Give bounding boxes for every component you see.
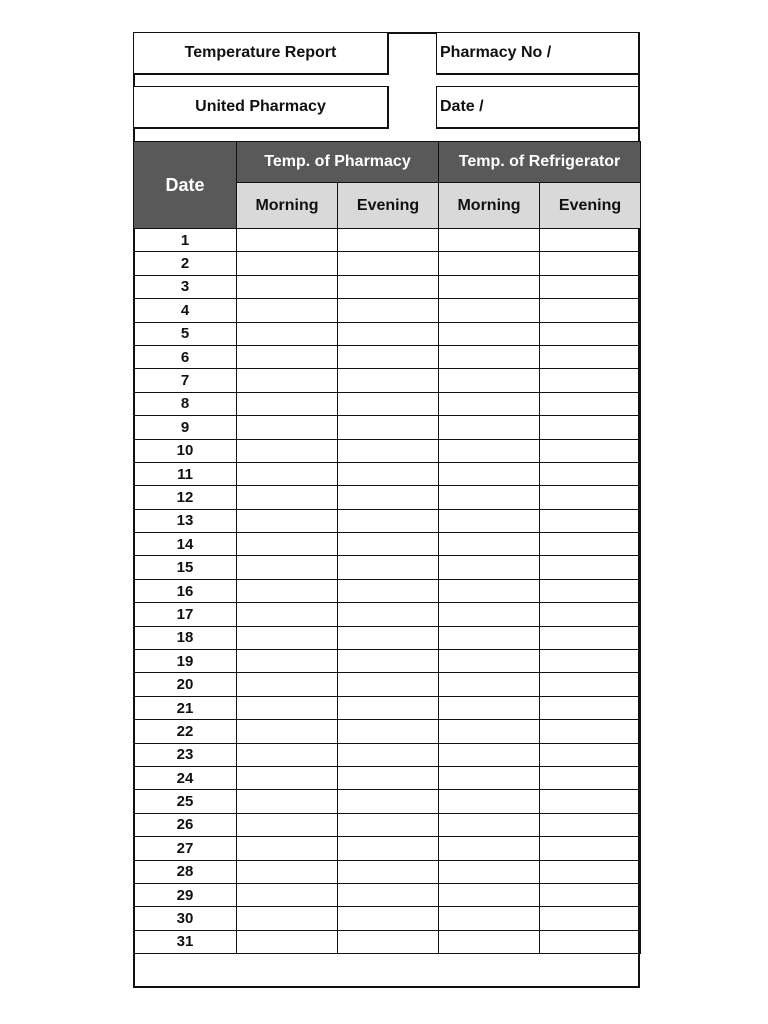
day-number-cell: 20 bbox=[134, 673, 237, 696]
day-number-cell: 10 bbox=[134, 439, 237, 462]
table-row bbox=[134, 603, 641, 626]
refrigerator-evening-cell[interactable] bbox=[540, 603, 641, 626]
pharmacy-morning-cell[interactable] bbox=[237, 416, 338, 439]
pharmacy-evening-cell[interactable] bbox=[338, 369, 439, 392]
refrigerator-evening-cell[interactable] bbox=[540, 883, 641, 906]
refrigerator-evening-cell[interactable] bbox=[540, 837, 641, 860]
pharmacy-evening-cell[interactable] bbox=[338, 930, 439, 953]
pharmacy-evening-cell[interactable] bbox=[338, 533, 439, 556]
pharmacy-evening-cell[interactable] bbox=[338, 392, 439, 415]
pharmacy-evening-cell[interactable] bbox=[338, 650, 439, 673]
pharmacy-evening-header: Evening bbox=[338, 183, 439, 229]
refrigerator-evening-cell[interactable] bbox=[540, 860, 641, 883]
refrigerator-evening-cell[interactable] bbox=[540, 626, 641, 649]
table-row bbox=[134, 533, 641, 556]
day-number-cell: 8 bbox=[134, 392, 237, 415]
pharmacy-evening-cell[interactable] bbox=[338, 439, 439, 462]
pharmacy-evening-cell[interactable] bbox=[338, 720, 439, 743]
refrigerator-evening-cell[interactable] bbox=[540, 486, 641, 509]
refrigerator-evening-cell[interactable] bbox=[540, 696, 641, 719]
pharmacy-morning-cell[interactable] bbox=[237, 229, 338, 252]
refrigerator-evening-header: Evening bbox=[540, 183, 641, 229]
pharmacy-morning-cell[interactable] bbox=[237, 930, 338, 953]
day-number-cell: 30 bbox=[134, 907, 237, 930]
pharmacy-evening-cell[interactable] bbox=[338, 626, 439, 649]
pharmacy-morning-cell[interactable] bbox=[237, 579, 338, 602]
pharmacy-morning-cell[interactable] bbox=[237, 837, 338, 860]
refrigerator-morning-cell[interactable] bbox=[439, 743, 540, 766]
day-number-cell: 19 bbox=[134, 650, 237, 673]
day-number-cell: 15 bbox=[134, 556, 237, 579]
pharmacy-evening-cell[interactable] bbox=[338, 556, 439, 579]
day-number-cell: 11 bbox=[134, 462, 237, 485]
refrigerator-morning-cell[interactable] bbox=[439, 322, 540, 345]
refrigerator-evening-cell[interactable] bbox=[540, 720, 641, 743]
date-label: Date / bbox=[440, 98, 484, 115]
refrigerator-morning-cell[interactable] bbox=[439, 883, 540, 906]
day-number-cell: 17 bbox=[134, 603, 237, 626]
table-row bbox=[134, 252, 641, 275]
pharmacy-morning-cell[interactable] bbox=[237, 345, 338, 368]
pharmacy-no-field[interactable] bbox=[436, 32, 640, 75]
refrigerator-morning-cell[interactable] bbox=[439, 533, 540, 556]
refrigerator-morning-cell[interactable] bbox=[439, 509, 540, 532]
pharmacy-no-label: Pharmacy No / bbox=[440, 44, 552, 61]
table-row bbox=[134, 345, 641, 368]
date-column-header: Date bbox=[134, 142, 237, 229]
pharmacy-name-box bbox=[133, 86, 389, 129]
table-row bbox=[134, 275, 641, 298]
pharmacy-morning-cell[interactable] bbox=[237, 883, 338, 906]
table-row bbox=[134, 579, 641, 602]
refrigerator-morning-cell[interactable] bbox=[439, 556, 540, 579]
table-row bbox=[134, 813, 641, 836]
pharmacy-evening-cell[interactable] bbox=[338, 462, 439, 485]
refrigerator-evening-cell[interactable] bbox=[540, 650, 641, 673]
refrigerator-morning-cell[interactable] bbox=[439, 416, 540, 439]
refrigerator-evening-cell[interactable] bbox=[540, 439, 641, 462]
refrigerator-morning-cell[interactable] bbox=[439, 790, 540, 813]
pharmacy-evening-cell[interactable] bbox=[338, 579, 439, 602]
table-row bbox=[134, 673, 641, 696]
day-number-cell: 1 bbox=[134, 229, 237, 252]
refrigerator-evening-cell[interactable] bbox=[540, 275, 641, 298]
refrigerator-evening-cell[interactable] bbox=[540, 229, 641, 252]
refrigerator-morning-cell[interactable] bbox=[439, 229, 540, 252]
refrigerator-evening-cell[interactable] bbox=[540, 907, 641, 930]
day-number-cell: 24 bbox=[134, 766, 237, 789]
day-number-cell: 23 bbox=[134, 743, 237, 766]
refrigerator-evening-cell[interactable] bbox=[540, 579, 641, 602]
pharmacy-morning-cell[interactable] bbox=[237, 696, 338, 719]
pharmacy-morning-cell[interactable] bbox=[237, 766, 338, 789]
pharmacy-morning-cell[interactable] bbox=[237, 790, 338, 813]
refrigerator-evening-cell[interactable] bbox=[540, 556, 641, 579]
pharmacy-evening-cell[interactable] bbox=[338, 743, 439, 766]
table-row bbox=[134, 626, 641, 649]
table-row bbox=[134, 509, 641, 532]
refrigerator-morning-cell[interactable] bbox=[439, 837, 540, 860]
report-title: Temperature Report bbox=[184, 44, 337, 61]
pharmacy-evening-cell[interactable] bbox=[338, 790, 439, 813]
table-row bbox=[134, 766, 641, 789]
pharmacy-evening-cell[interactable] bbox=[338, 509, 439, 532]
day-number-cell: 28 bbox=[134, 860, 237, 883]
table-row bbox=[134, 720, 641, 743]
day-number-cell: 5 bbox=[134, 322, 237, 345]
pharmacy-morning-cell[interactable] bbox=[237, 813, 338, 836]
pharmacy-evening-cell[interactable] bbox=[338, 252, 439, 275]
day-number-cell: 4 bbox=[134, 299, 237, 322]
refrigerator-morning-cell[interactable] bbox=[439, 299, 540, 322]
refrigerator-evening-cell[interactable] bbox=[540, 416, 641, 439]
pharmacy-morning-cell[interactable] bbox=[237, 509, 338, 532]
pharmacy-morning-cell[interactable] bbox=[237, 603, 338, 626]
day-number-cell: 29 bbox=[134, 883, 237, 906]
pharmacy-morning-cell[interactable] bbox=[237, 743, 338, 766]
day-number-cell: 16 bbox=[134, 579, 237, 602]
refrigerator-evening-cell[interactable] bbox=[540, 345, 641, 368]
table-row bbox=[134, 860, 641, 883]
day-number-cell: 12 bbox=[134, 486, 237, 509]
refrigerator-morning-cell[interactable] bbox=[439, 579, 540, 602]
refrigerator-evening-cell[interactable] bbox=[540, 930, 641, 953]
pharmacy-morning-cell[interactable] bbox=[237, 486, 338, 509]
refrigerator-morning-cell[interactable] bbox=[439, 930, 540, 953]
refrigerator-evening-cell[interactable] bbox=[540, 790, 641, 813]
pharmacy-evening-cell[interactable] bbox=[338, 696, 439, 719]
refrigerator-morning-cell[interactable] bbox=[439, 813, 540, 836]
pharmacy-morning-cell[interactable] bbox=[237, 626, 338, 649]
day-number-cell: 31 bbox=[134, 930, 237, 953]
refrigerator-evening-cell[interactable] bbox=[540, 766, 641, 789]
table-row bbox=[134, 696, 641, 719]
temperature-log-table bbox=[133, 141, 641, 954]
day-number-cell: 3 bbox=[134, 275, 237, 298]
refrigerator-morning-cell[interactable] bbox=[439, 673, 540, 696]
log-body bbox=[134, 229, 641, 954]
table-row bbox=[134, 883, 641, 906]
day-number-cell: 25 bbox=[134, 790, 237, 813]
pharmacy-name: United Pharmacy bbox=[195, 98, 326, 115]
table-row bbox=[134, 299, 641, 322]
day-number-cell: 21 bbox=[134, 696, 237, 719]
pharmacy-morning-cell[interactable] bbox=[237, 369, 338, 392]
pharmacy-morning-cell[interactable] bbox=[237, 720, 338, 743]
refrigerator-evening-cell[interactable] bbox=[540, 392, 641, 415]
pharmacy-morning-cell[interactable] bbox=[237, 533, 338, 556]
refrigerator-morning-cell[interactable] bbox=[439, 907, 540, 930]
refrigerator-morning-cell[interactable] bbox=[439, 860, 540, 883]
table-row bbox=[134, 930, 641, 953]
refrigerator-evening-cell[interactable] bbox=[540, 369, 641, 392]
refrigerator-morning-cell[interactable] bbox=[439, 462, 540, 485]
refrigerator-temp-group-header: Temp. of Refrigerator bbox=[439, 142, 641, 183]
refrigerator-morning-cell[interactable] bbox=[439, 650, 540, 673]
table-row bbox=[134, 650, 641, 673]
refrigerator-morning-cell[interactable] bbox=[439, 252, 540, 275]
table-row bbox=[134, 790, 641, 813]
refrigerator-morning-cell[interactable] bbox=[439, 275, 540, 298]
pharmacy-evening-cell[interactable] bbox=[338, 416, 439, 439]
table-row bbox=[134, 439, 641, 462]
refrigerator-morning-cell[interactable] bbox=[439, 345, 540, 368]
table-row bbox=[134, 907, 641, 930]
pharmacy-evening-cell[interactable] bbox=[338, 813, 439, 836]
pharmacy-morning-cell[interactable] bbox=[237, 860, 338, 883]
refrigerator-evening-cell[interactable] bbox=[540, 299, 641, 322]
report-title-box bbox=[133, 32, 389, 75]
pharmacy-evening-cell[interactable] bbox=[338, 837, 439, 860]
pharmacy-morning-cell[interactable] bbox=[237, 252, 338, 275]
pharmacy-morning-cell[interactable] bbox=[237, 907, 338, 930]
pharmacy-morning-cell[interactable] bbox=[237, 392, 338, 415]
table-row bbox=[134, 229, 641, 252]
refrigerator-morning-cell[interactable] bbox=[439, 603, 540, 626]
refrigerator-morning-header: Morning bbox=[439, 183, 540, 229]
refrigerator-evening-cell[interactable] bbox=[540, 322, 641, 345]
refrigerator-evening-cell[interactable] bbox=[540, 813, 641, 836]
pharmacy-morning-header: Morning bbox=[237, 183, 338, 229]
refrigerator-morning-cell[interactable] bbox=[439, 486, 540, 509]
pharmacy-evening-cell[interactable] bbox=[338, 299, 439, 322]
refrigerator-morning-cell[interactable] bbox=[439, 766, 540, 789]
pharmacy-evening-cell[interactable] bbox=[338, 603, 439, 626]
table-row bbox=[134, 369, 641, 392]
refrigerator-evening-cell[interactable] bbox=[540, 509, 641, 532]
table-row bbox=[134, 837, 641, 860]
day-number-cell: 7 bbox=[134, 369, 237, 392]
refrigerator-evening-cell[interactable] bbox=[540, 743, 641, 766]
pharmacy-evening-cell[interactable] bbox=[338, 883, 439, 906]
refrigerator-evening-cell[interactable] bbox=[540, 462, 641, 485]
day-number-cell: 22 bbox=[134, 720, 237, 743]
pharmacy-morning-cell[interactable] bbox=[237, 556, 338, 579]
pharmacy-evening-cell[interactable] bbox=[338, 322, 439, 345]
pharmacy-evening-cell[interactable] bbox=[338, 486, 439, 509]
pharmacy-evening-cell[interactable] bbox=[338, 673, 439, 696]
pharmacy-morning-cell[interactable] bbox=[237, 439, 338, 462]
table-row bbox=[134, 322, 641, 345]
pharmacy-evening-cell[interactable] bbox=[338, 860, 439, 883]
day-number-cell: 6 bbox=[134, 345, 237, 368]
table-row bbox=[134, 556, 641, 579]
day-number-cell: 27 bbox=[134, 837, 237, 860]
pharmacy-morning-cell[interactable] bbox=[237, 322, 338, 345]
day-number-cell: 26 bbox=[134, 813, 237, 836]
day-number-cell: 2 bbox=[134, 252, 237, 275]
pharmacy-morning-cell[interactable] bbox=[237, 673, 338, 696]
refrigerator-morning-cell[interactable] bbox=[439, 626, 540, 649]
pharmacy-morning-cell[interactable] bbox=[237, 462, 338, 485]
pharmacy-evening-cell[interactable] bbox=[338, 345, 439, 368]
refrigerator-morning-cell[interactable] bbox=[439, 392, 540, 415]
pharmacy-morning-cell[interactable] bbox=[237, 275, 338, 298]
table-row bbox=[134, 416, 641, 439]
pharmacy-temp-group-header: Temp. of Pharmacy bbox=[237, 142, 439, 183]
refrigerator-morning-cell[interactable] bbox=[439, 439, 540, 462]
table-row bbox=[134, 743, 641, 766]
day-number-cell: 13 bbox=[134, 509, 237, 532]
day-number-cell: 14 bbox=[134, 533, 237, 556]
table-row bbox=[134, 486, 641, 509]
table-row bbox=[134, 462, 641, 485]
refrigerator-evening-cell[interactable] bbox=[540, 673, 641, 696]
pharmacy-evening-cell[interactable] bbox=[338, 275, 439, 298]
pharmacy-evening-cell[interactable] bbox=[338, 229, 439, 252]
pharmacy-morning-cell[interactable] bbox=[237, 299, 338, 322]
table-row bbox=[134, 392, 641, 415]
pharmacy-evening-cell[interactable] bbox=[338, 907, 439, 930]
refrigerator-evening-cell[interactable] bbox=[540, 252, 641, 275]
pharmacy-morning-cell[interactable] bbox=[237, 650, 338, 673]
date-field[interactable] bbox=[436, 86, 640, 129]
refrigerator-morning-cell[interactable] bbox=[439, 696, 540, 719]
refrigerator-evening-cell[interactable] bbox=[540, 533, 641, 556]
day-number-cell: 9 bbox=[134, 416, 237, 439]
pharmacy-evening-cell[interactable] bbox=[338, 766, 439, 789]
refrigerator-morning-cell[interactable] bbox=[439, 369, 540, 392]
day-number-cell: 18 bbox=[134, 626, 237, 649]
refrigerator-morning-cell[interactable] bbox=[439, 720, 540, 743]
